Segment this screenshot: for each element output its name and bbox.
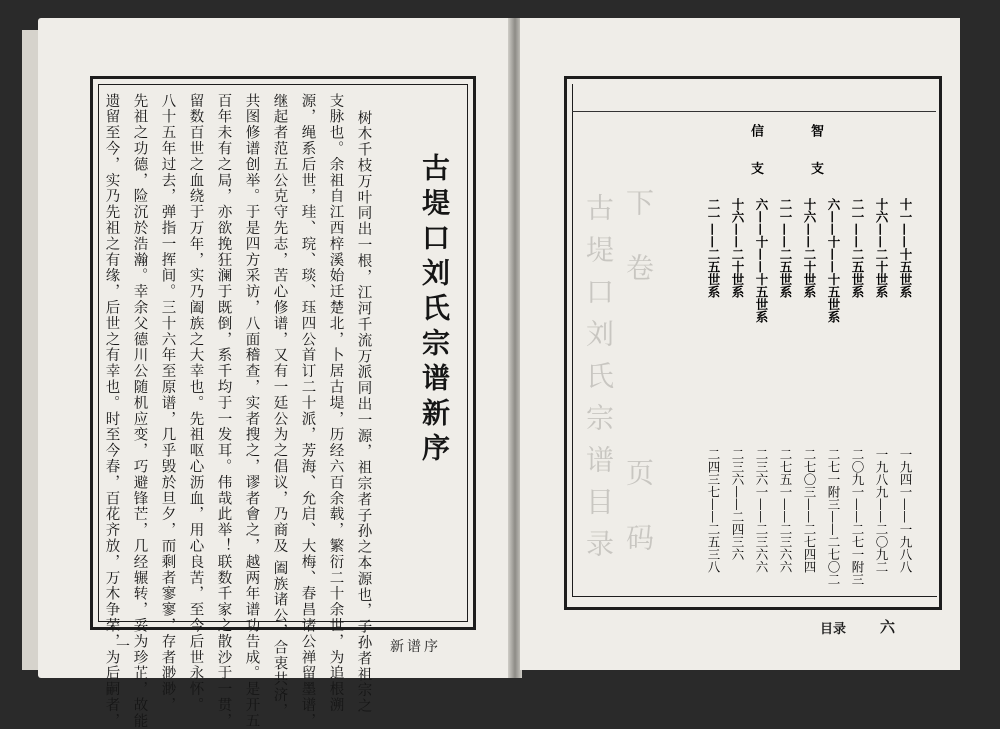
footer-title-left: 新谱序 <box>390 639 441 655</box>
preface-column: 源，绳系后世，珪、琓、琰、珏四公首订二十派，芳海、允启、大梅、春昌诸公禅留墨谱， <box>299 93 316 729</box>
toc-generation-entry: 六——十——十五世系 <box>826 198 841 323</box>
toc-generation-entry: 二一——二五世系 <box>778 198 793 298</box>
preface-column: 遗留至今，实乃先祖之有缘，后世之有幸也。时至今春，百花齐放，万木争荣，为后嗣者， <box>103 93 120 729</box>
toc-generation-entry: 十六——二十世系 <box>730 198 745 298</box>
preface-column: 留数百世之血绕于万年，实乃阖族之大幸也。先祖呕心沥血，用心良苦，至今后世永怀。 <box>187 93 204 714</box>
toc-generation-entry: 二一——二五世系 <box>706 198 721 298</box>
toc-page-range: 一九八九——二〇九二 <box>874 448 889 573</box>
page-number-left: 一 <box>116 639 130 655</box>
toc-generation-entry: 二一——二五世系 <box>850 198 865 298</box>
toc-top-rule <box>572 111 936 112</box>
footer-label-right: 目录 <box>820 622 847 637</box>
toc-generation-entry: 十六——二十世系 <box>802 198 817 298</box>
toc-generation-entry: 六——十——十五世系 <box>754 198 769 323</box>
preface-column: 八十五年过去，弹指一挥间。三十六年至原谱，几乎毁於旦夕，而剩者寥寥，存者渺渺， <box>159 93 176 714</box>
toc-page-range: 二七五一——二三六六 <box>778 448 793 573</box>
preface-column: 先祖之功德，险沉於浩瀚。幸余父德川公随机应变，巧避锋芒，几经辗转，妥为珍芷，故能 <box>131 93 148 729</box>
branch-zhi: 智 支 <box>808 124 823 185</box>
toc-generation-entry: 十一——十五世系 <box>898 198 913 298</box>
toc-title-bleed: 古堤口刘氏宗谱目录 <box>582 193 615 571</box>
preface-column: 共图修谱创举。于是四方采访，八面稽查，实者搜之，谬者會之，越两年谱功告成。是开五 <box>243 93 260 729</box>
preface-column: 支脉也。余祖自江西梓溪始迁楚北，卜居古堤，历经六百余载，繁衍二十余世，为追根溯 <box>327 93 344 714</box>
toc-page-range: 二三六一——二三六六 <box>754 448 769 573</box>
toc-page-range: 二七一附三——二七〇二 <box>826 448 841 586</box>
preface-column: 树木千枝万叶同出一根，江河千流万派同出一源，祖宗者子孙之本源也，子孙者祖宗之 <box>355 110 372 715</box>
preface-title: 古堤口刘氏宗谱新序 <box>418 153 451 468</box>
toc-page-range: 二三六——二四三六 <box>730 448 745 561</box>
preface-column: 继起者范五公克守先志，苦心修谱，又有一廷公为之倡议，乃商及 阖族诸公，合衷共济， <box>271 93 288 720</box>
toc-page-range: 二四三七——二五三八 <box>706 448 721 573</box>
branch-xin: 信 支 <box>748 124 763 185</box>
preface-column: 百年未有之局，亦欲挽狂澜于既倒，系千均于一发耳。伟哉此举！联数千家之散沙于一贯， <box>215 93 232 729</box>
toc-page-range: 二〇九一——二七一附三 <box>850 448 865 586</box>
page-number-right: 六 <box>880 618 896 636</box>
toc-page-range: 二七〇三——二七四四 <box>802 448 817 573</box>
right-page <box>520 18 960 670</box>
toc-page-range: 一九四一——一九八八 <box>898 448 913 573</box>
toc-generation-entry: 十六——二十世系 <box>874 198 889 298</box>
page-label-bleed: 页 码 <box>622 458 655 565</box>
volume-label-bleed: 下 卷 <box>622 188 655 295</box>
left-page <box>38 18 516 729</box>
